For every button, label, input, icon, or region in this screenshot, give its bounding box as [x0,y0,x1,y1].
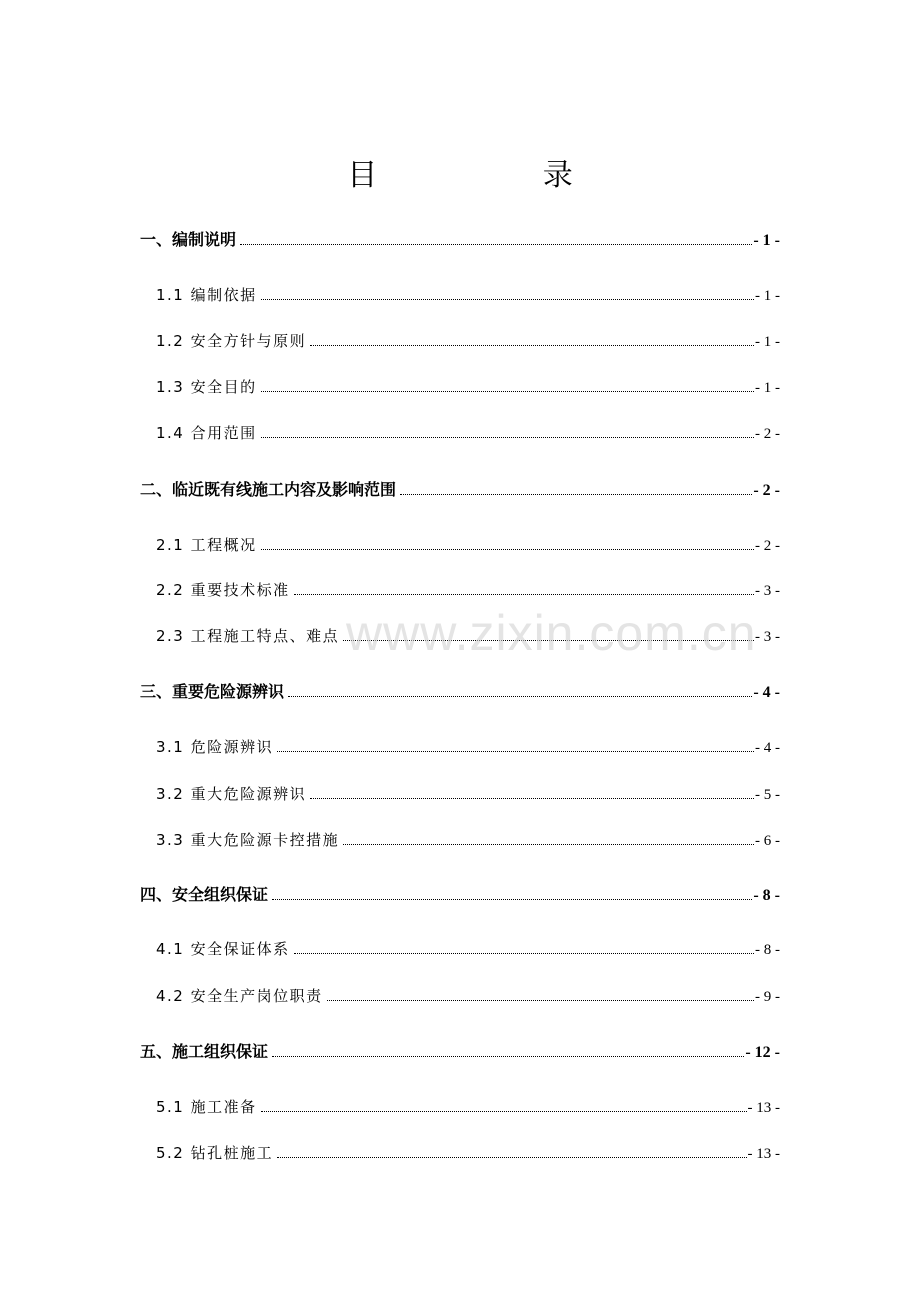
toc-entry[interactable] [156,284,780,306]
toc-entry[interactable] [156,330,780,352]
dot-leader [261,391,754,392]
dot-leader [240,244,752,245]
toc-entry-label: 4.1 安全保证体系 [156,940,290,958]
dot-leader [288,696,752,697]
toc-entry-label: 1.1 编制依据 [156,286,257,304]
dot-leader [277,1157,746,1158]
toc-entry-page: - 2 - [753,482,780,499]
toc-entry-page: - 4 - [755,740,780,756]
toc-entry-page: - 8 - [753,887,780,904]
dot-leader [327,1000,754,1001]
toc-entry-label: 4.2 安全生产岗位职责 [156,987,323,1005]
dot-leader [294,594,754,595]
toc-entry-page: - 1 - [755,334,780,350]
toc-entry[interactable] [156,579,780,601]
toc-entry-label: 1.2 安全方针与原则 [156,332,307,350]
toc-entry[interactable] [156,625,780,647]
toc-entry-label: 2.1 工程概况 [156,536,257,554]
dot-leader [294,953,754,954]
toc-entry-label: 1.3 安全目的 [156,378,257,396]
toc-entry[interactable] [140,1041,780,1063]
toc-entry-label: 一、编制说明 [140,230,237,249]
toc-entry-page: - 1 - [755,380,780,396]
toc-entry-page: - 2 - [755,538,780,554]
toc-entry[interactable] [156,736,780,758]
toc-entry[interactable] [156,985,780,1007]
toc-entry[interactable] [156,829,780,851]
toc-entry[interactable] [156,1142,780,1164]
toc-entry-page: - 8 - [755,942,780,958]
toc-entry-label: 四、安全组织保证 [140,885,269,904]
dot-leader [310,345,754,346]
dot-leader [343,844,754,845]
toc-entry-page: - 6 - [755,833,780,849]
dot-leader [277,751,754,752]
dot-leader [343,640,754,641]
toc-entry-label: 3.1 危险源辨识 [156,738,274,756]
toc-entry-page: - 3 - [755,629,780,645]
toc-entry[interactable] [156,422,780,444]
toc-entry-page: - 1 - [753,232,780,249]
toc-entry-label: 5.1 施工准备 [156,1098,257,1116]
dot-leader [261,437,754,438]
toc-entry-label: 5.2 钻孔桩施工 [156,1144,274,1162]
toc-entry[interactable] [140,884,780,906]
toc-entry-page: - 9 - [755,989,780,1005]
toc-entry-label: 2.2 重要技术标准 [156,581,290,599]
toc-entry-page: - 1 - [755,288,780,304]
dot-leader [400,494,752,495]
toc-entry-page: - 5 - [755,787,780,803]
toc-entry[interactable] [156,534,780,556]
toc-entry-label: 二、临近既有线施工内容及影响范围 [140,480,397,499]
toc-entry-page: - 13 - [747,1100,780,1116]
toc-entry-label: 3.2 重大危险源辨识 [156,785,307,803]
toc-entry[interactable] [140,681,780,703]
toc-entry-label: 1.4 合用范围 [156,424,257,442]
dot-leader [261,299,754,300]
toc-entry-page: - 2 - [755,426,780,442]
toc-entry-label: 五、施工组织保证 [140,1042,269,1061]
dot-leader [272,1056,744,1057]
toc-entry[interactable] [140,229,780,251]
page-title: 目 录 [347,158,651,193]
toc-entry[interactable] [156,1096,780,1118]
toc-entry-label: 2.3 工程施工特点、难点 [156,627,340,645]
toc-entry-page: - 12 - [745,1044,780,1061]
dot-leader [272,899,752,900]
toc-entry[interactable] [156,376,780,398]
toc-entry-page: - 4 - [753,684,780,701]
toc-entry[interactable] [156,938,780,960]
toc-entry-label: 3.3 重大危险源卡控措施 [156,831,340,849]
toc-entry-page: - 3 - [755,583,780,599]
dot-leader [261,549,754,550]
dot-leader [261,1111,747,1112]
toc-entry-label: 三、重要危险源辨识 [140,682,285,701]
watermark-text: www.zixin.com.cn [346,605,757,661]
toc-entry[interactable] [156,783,780,805]
toc-entry[interactable] [140,479,780,501]
toc-entry-page: - 13 - [747,1146,780,1162]
dot-leader [310,798,754,799]
